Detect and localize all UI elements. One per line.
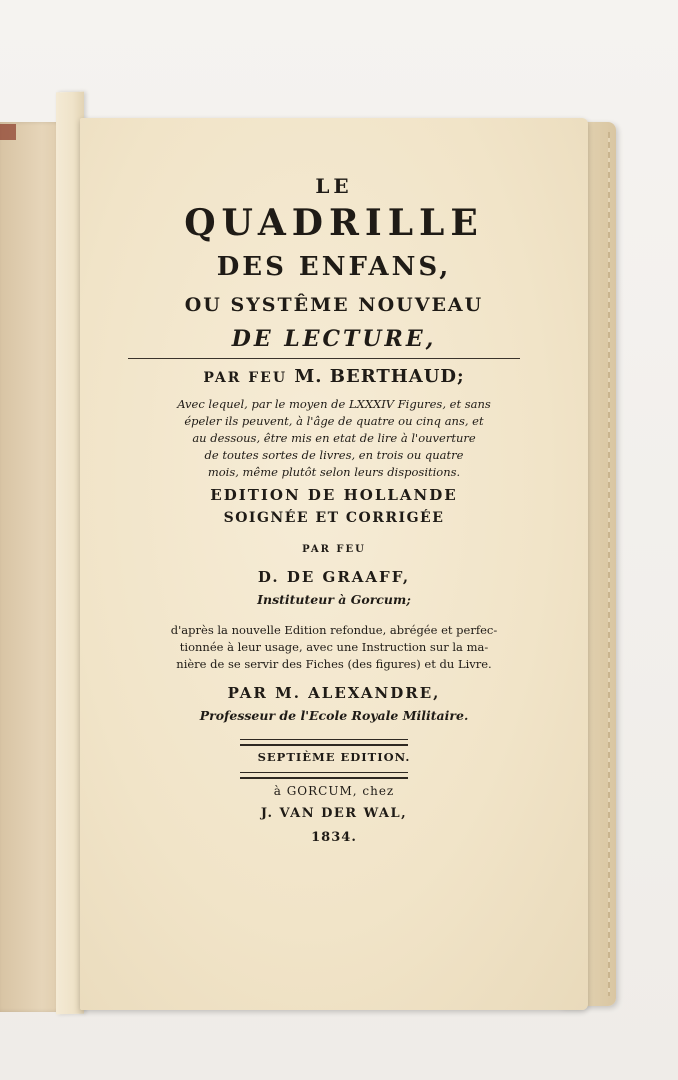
edition-line-1: EDITION DE HOLLANDE bbox=[210, 486, 458, 504]
title-le: LE bbox=[315, 174, 353, 198]
imprint-year: 1834. bbox=[311, 830, 357, 845]
subtitle-lecture: DE LECTURE, bbox=[231, 326, 437, 352]
double-rule-top bbox=[240, 739, 408, 746]
description-line: mois, même plutôt selon leurs dispositions. bbox=[207, 465, 461, 479]
reviser-name: PAR M. ALEXANDRE, bbox=[227, 684, 441, 702]
title-page bbox=[80, 118, 588, 1010]
divider-rule bbox=[128, 358, 520, 359]
revision-line: tionnée à leur usage, avec une Instruction sur la ma- bbox=[179, 640, 489, 654]
double-rule-bottom bbox=[240, 772, 408, 779]
title-des-enfans: DES ENFANS, bbox=[216, 252, 452, 282]
description-line: au dessous, être mis en etat de lire à l'ouverture bbox=[192, 431, 476, 445]
edition-line-2: SOIGNÉE ET CORRIGÉE bbox=[223, 510, 445, 526]
description-line: Avec lequel, par le moyen de LXXXIV Figures, et sans bbox=[177, 397, 491, 411]
imprint-place: à GORCUM, chez bbox=[273, 784, 395, 798]
author-name: M. BERTHAUD; bbox=[294, 366, 465, 387]
revision-block bbox=[110, 622, 558, 673]
imprint-publisher: J. VAN DER WAL, bbox=[260, 806, 408, 821]
cover-corner bbox=[0, 124, 16, 140]
title-quadrille: QUADRILLE bbox=[184, 202, 484, 244]
editor-role: Instituteur à Gorcum; bbox=[257, 592, 411, 607]
edition-number: SEPTIÈME EDITION. bbox=[257, 750, 411, 764]
subtitle-systeme: OU SYSTÊME NOUVEAU bbox=[184, 294, 484, 316]
description-line: épeler ils peuvent, à l'âge de quatre ou cinq ans, et bbox=[184, 414, 484, 428]
reviser-role: Professeur de l'Ecole Royale Militaire. bbox=[199, 708, 469, 723]
author-line bbox=[80, 366, 588, 387]
description-line: de toutes sortes de livres, en trois ou quatre bbox=[204, 448, 464, 462]
editor-prefix: PAR FEU bbox=[302, 544, 366, 555]
revision-line: d'après la nouvelle Edition refondue, abrégée et perfec- bbox=[170, 623, 498, 637]
editor-name: D. DE GRAAFF, bbox=[257, 568, 411, 586]
revision-line: nière de se servir des Fiches (des figures) et du Livre. bbox=[176, 657, 492, 671]
author-prefix: PAR FEU bbox=[203, 370, 288, 386]
description-block bbox=[120, 396, 548, 481]
